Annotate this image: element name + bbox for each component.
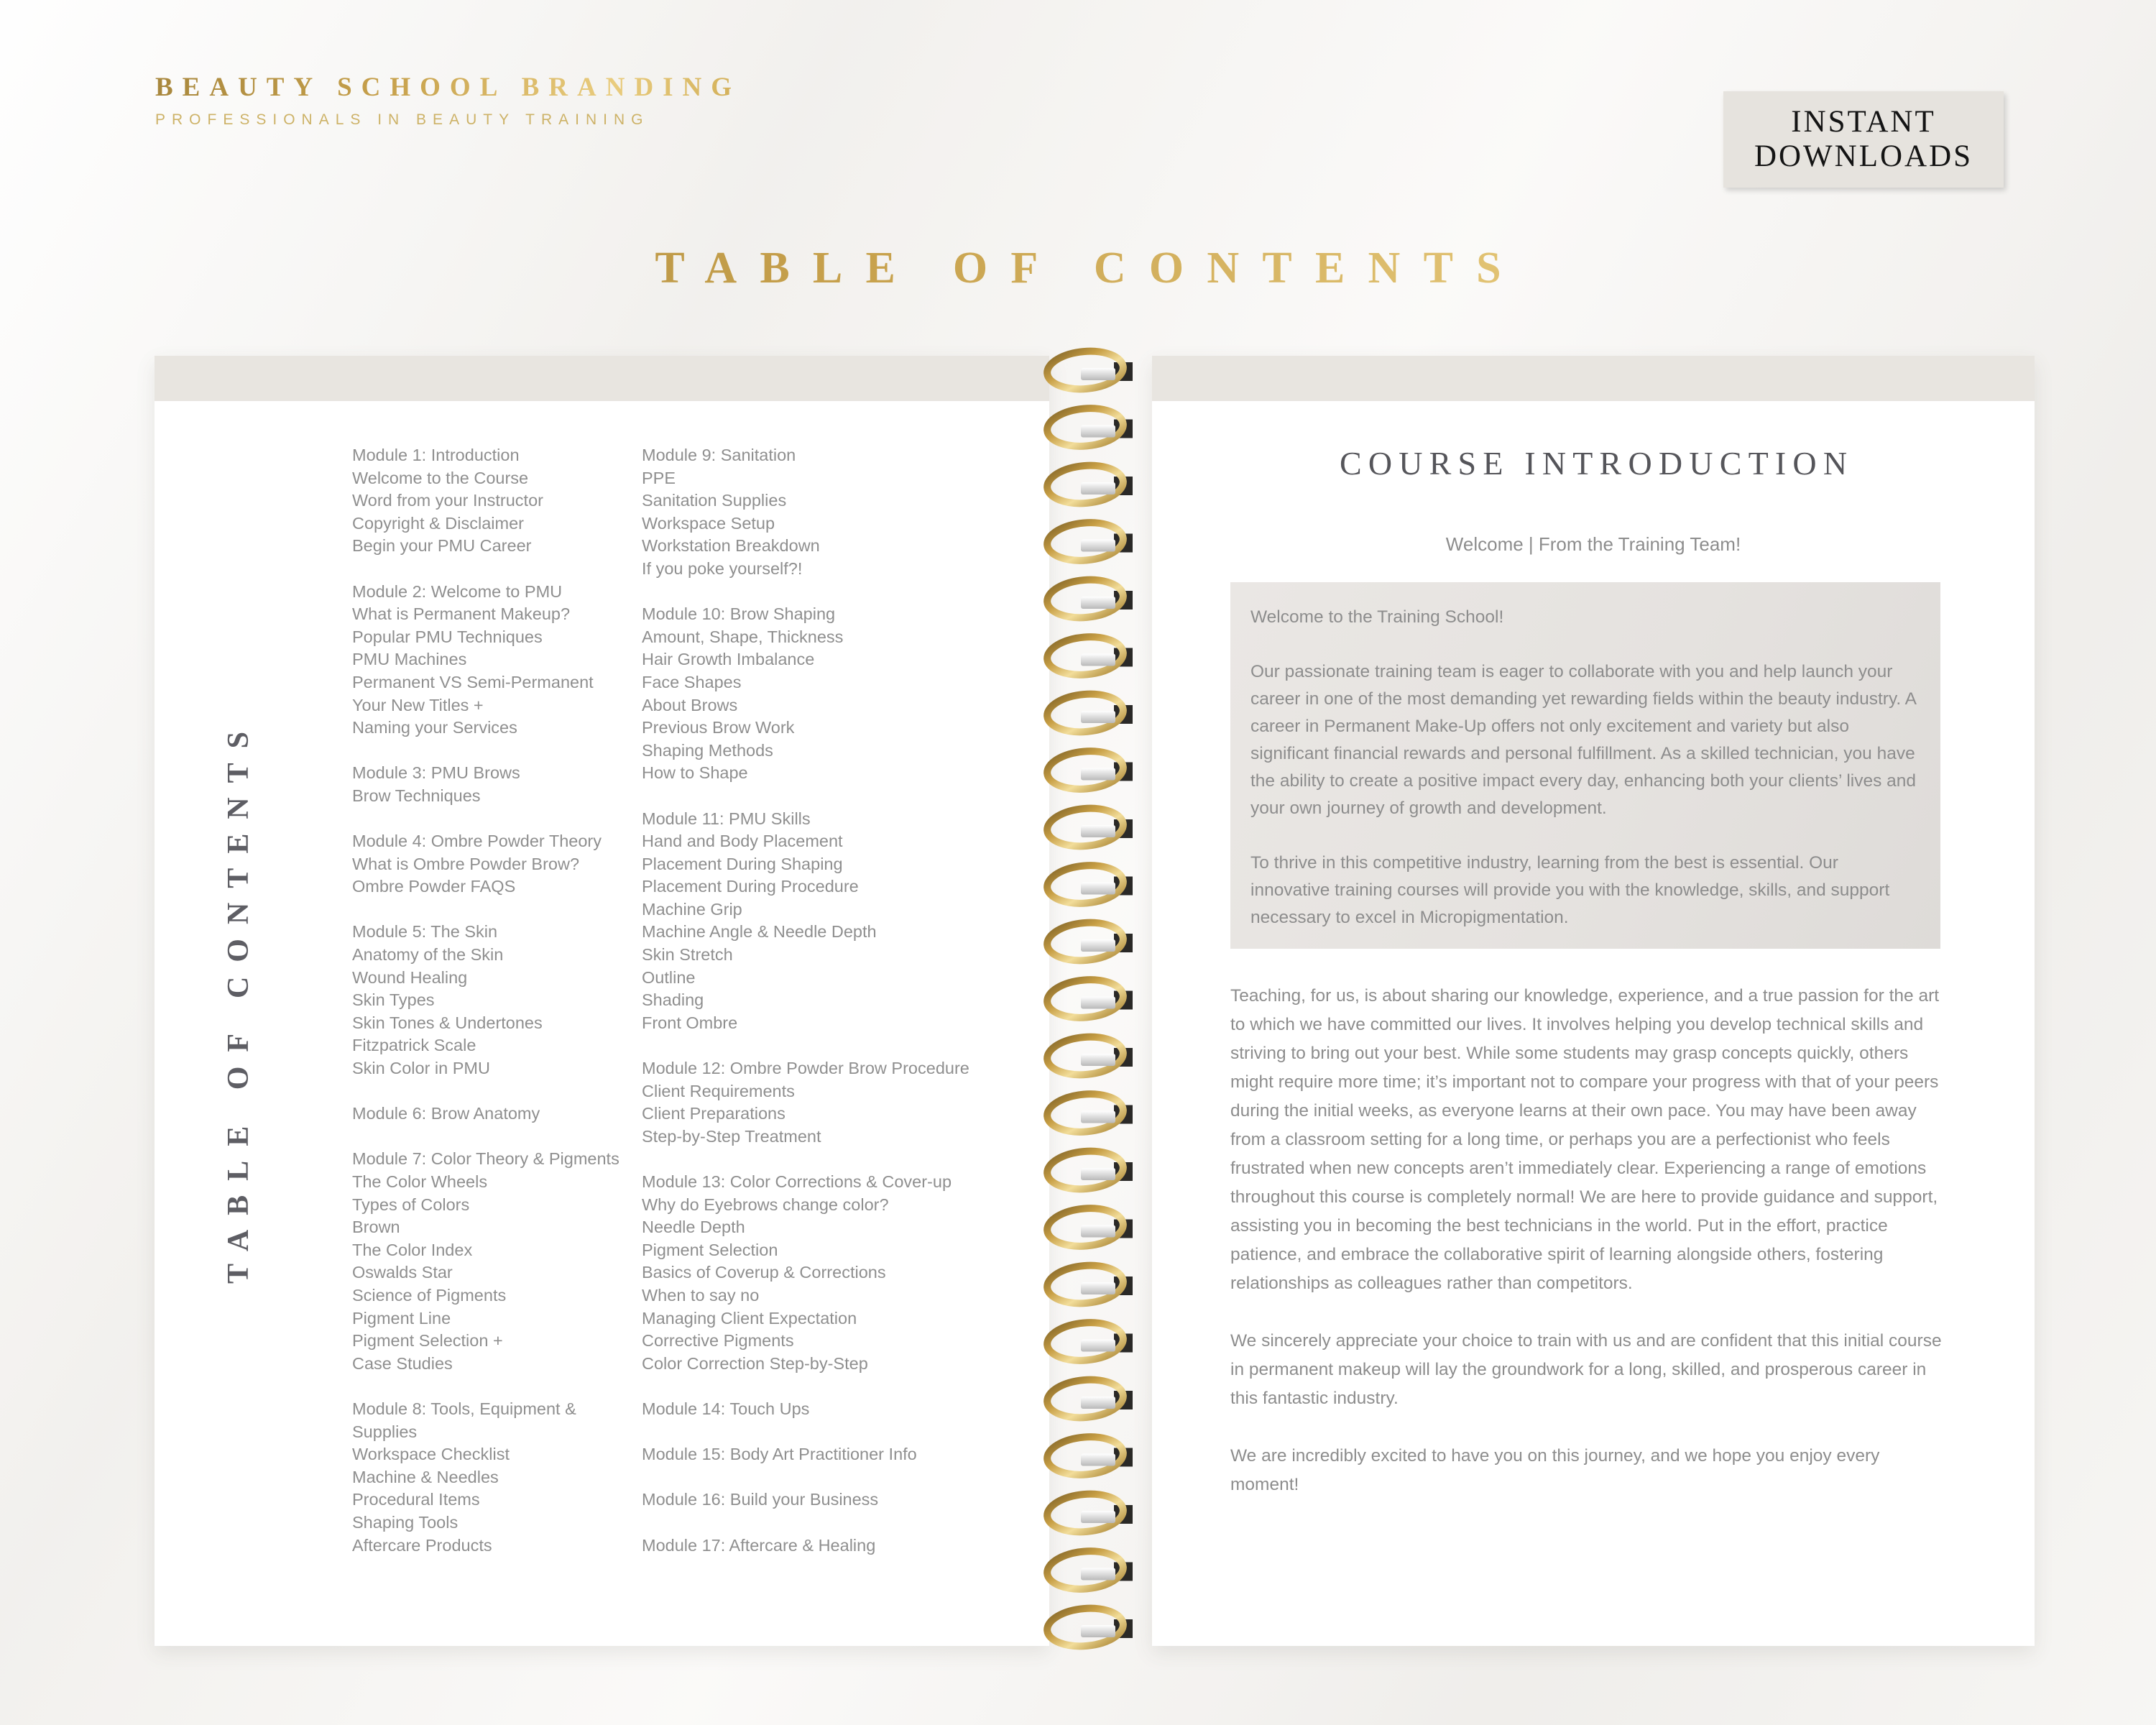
toc-item: Module 11: PMU Skills: [642, 809, 811, 828]
toc-item: If you poke yourself?!: [642, 558, 803, 578]
toc-item: Machine Grip: [642, 899, 742, 919]
binder-ring-icon: [1046, 1605, 1133, 1649]
brand-tagline: PROFESSIONALS IN BEAUTY TRAINING: [155, 111, 650, 128]
toc-item: Hair Growth Imbalance: [642, 650, 815, 669]
toc-item: Pigment Selection: [642, 1240, 778, 1259]
toc-item: Sanitation Supplies: [642, 491, 787, 510]
binder-ring-icon: [1046, 348, 1133, 392]
spiral-binding: [1041, 0, 1148, 1725]
toc-item: Module 12: Ombre Powder Brow Procedure: [642, 1059, 969, 1078]
toc-item: Why do Eyebrows change color?: [642, 1195, 889, 1214]
binder-ring-icon: [1046, 977, 1133, 1021]
toc-item: Amount, Shape, Thickness: [642, 627, 844, 646]
toc-item: Module 1: Introduction: [352, 446, 520, 464]
toc-item: Wound Healing: [352, 967, 468, 987]
toc-item: Hand and Body Placement: [642, 832, 843, 851]
left-page-header-bar: [155, 356, 1049, 401]
binder-ring-icon: [1046, 805, 1133, 849]
binder-ring-icon: [1046, 1262, 1133, 1306]
toc-item: Workstation Breakdown: [642, 536, 820, 556]
toc-item: Front Ombre: [642, 1013, 738, 1032]
toc-item: Procedural Items: [352, 1490, 480, 1509]
toc-item: Basics of Coverup & Corrections: [642, 1263, 886, 1282]
toc-module-group: [352, 1103, 643, 1126]
toc-item: Welcome to the Course: [352, 468, 529, 487]
toc-item: Module 9: Sanitation: [642, 446, 796, 464]
toc-item: Module 3: PMU Brows: [352, 763, 520, 783]
brand-name: BEAUTY SCHOOL BRANDING: [155, 73, 742, 102]
binder-ring-icon: [1046, 1091, 1133, 1135]
toc-module-group: [642, 808, 1001, 1035]
toc-item: Placement During Procedure: [642, 877, 859, 896]
toc-item: The Color Index: [352, 1240, 473, 1259]
toc-item: Shading: [642, 990, 704, 1010]
badge-line-1: INSTANT: [1791, 104, 1936, 139]
toc-module-group: [352, 1398, 643, 1557]
toc-column-1: [352, 444, 643, 1580]
toc-item: Popular PMU Techniques: [352, 627, 543, 646]
toc-item: Module 15: Body Art Practitioner Info: [642, 1445, 917, 1464]
toc-item: How to Shape: [642, 763, 748, 783]
toc-item: Machine Angle & Needle Depth: [642, 922, 877, 942]
toc-item: Skin Tones & Undertones: [352, 1013, 543, 1032]
toc-module-group: [352, 581, 643, 740]
toc-item: Brown: [352, 1218, 400, 1237]
binder-ring-icon: [1046, 576, 1133, 620]
toc-module-group: [352, 921, 643, 1080]
toc-item: Client Preparations: [642, 1104, 786, 1123]
intro-box-paragraph: Our passionate training team is eager to collaborate with you and help launch your career in one of the most demanding yet rewarding fields within the beauty industry. A career in Permanent Make-Up offers not only excitement and variety but also significant financial rewards and personal fulfillment. As a skilled technician, you have the ability to create a positive impact every day, enhancing both your clients’ lives and your own journey of growth and development.: [1250, 662, 1917, 818]
toc-module-group: [352, 830, 643, 898]
binder-ring-icon: [1046, 634, 1133, 678]
toc-item: Module 7: Color Theory & Pigments: [352, 1149, 619, 1169]
toc-item: Previous Brow Work: [642, 718, 795, 737]
toc-item: Workspace Checklist: [352, 1445, 510, 1464]
binder-ring-icon: [1046, 1320, 1133, 1363]
binder-ring-icon: [1046, 862, 1133, 906]
binder-ring-icon: [1046, 1034, 1133, 1077]
intro-body-paragraphs: [1230, 982, 1953, 1528]
toc-item: Color Correction Step-by-Step: [642, 1353, 868, 1373]
toc-item: The Color Wheels: [352, 1172, 488, 1191]
toc-item: Placement During Shaping: [642, 854, 843, 873]
toc-item: Skin Color in PMU: [352, 1059, 490, 1078]
intro-highlight-box: [1230, 582, 1940, 949]
brand-logo: [155, 72, 741, 129]
toc-item: Module 16: Build your Business: [642, 1490, 879, 1509]
toc-module-group: [642, 1171, 1001, 1375]
binder-ring-icon: [1046, 748, 1133, 792]
toc-item: Naming your Services: [352, 718, 517, 737]
binder-ring-icon: [1046, 1376, 1133, 1420]
toc-item: Supplies: [352, 1422, 418, 1441]
toc-item: Corrective Pigments: [642, 1331, 794, 1351]
binder-ring-icon: [1046, 691, 1133, 735]
binder-ring-icon: [1046, 1205, 1133, 1249]
toc-item: What is Ombre Powder Brow?: [352, 854, 580, 873]
page-title: TABLE OF CONTENTS: [0, 243, 2156, 294]
toc-module-group: [642, 1489, 1001, 1512]
binder-ring-icon: [1046, 520, 1133, 564]
course-introduction-heading: COURSE INTRODUCTION: [1339, 445, 1854, 482]
toc-item: Step-by-Step Treatment: [642, 1126, 821, 1146]
toc-item: Workspace Setup: [642, 513, 775, 533]
toc-item: Word from your Instructor: [352, 491, 543, 510]
toc-item: Module 17: Aftercare & Healing: [642, 1535, 876, 1555]
toc-item: About Brows: [642, 695, 738, 714]
toc-item: Case Studies: [352, 1353, 453, 1373]
toc-module-group: [642, 1443, 1001, 1466]
toc-item: Shaping Methods: [642, 740, 773, 760]
badge-line-2: DOWNLOADS: [1754, 139, 1973, 173]
toc-item: Anatomy of the Skin: [352, 945, 504, 965]
toc-column-2: [642, 444, 1001, 1580]
toc-module-group: [352, 444, 643, 558]
toc-item: Outline: [642, 967, 696, 987]
toc-module-group: [642, 1057, 1001, 1148]
toc-item: What is Permanent Makeup?: [352, 604, 571, 624]
binder-ring-icon: [1046, 405, 1133, 449]
toc-item: PMU Machines: [352, 650, 467, 669]
toc-item: Client Requirements: [642, 1081, 795, 1100]
toc-module-group: [642, 1398, 1001, 1421]
toc-module-group: [642, 1535, 1001, 1558]
toc-item: Skin Stretch: [642, 945, 733, 965]
toc-item: Machine & Needles: [352, 1467, 499, 1486]
intro-box-paragraph: To thrive in this competitive industry, learning from the best is essential. Our innovative training courses will provide you with the knowledge, skills, and support necessary to excel in Micropigmentation.: [1250, 853, 1890, 927]
right-page-header-bar: [1152, 356, 2035, 401]
toc-item: Module 8: Tools, Equipment &: [352, 1399, 576, 1418]
binder-ring-icon: [1046, 1434, 1133, 1478]
toc-item: Module 6: Brow Anatomy: [352, 1104, 540, 1123]
toc-item: Your New Titles +: [352, 695, 484, 714]
toc-item: Needle Depth: [642, 1218, 745, 1237]
course-introduction-subheading: Welcome | From the Training Team!: [1445, 533, 1741, 555]
toc-item: Managing Client Expectation: [642, 1308, 857, 1328]
toc-item: Module 5: The Skin: [352, 922, 498, 942]
instant-downloads-badge: [1723, 91, 2004, 188]
toc-item: Skin Types: [352, 990, 435, 1010]
toc-item: Copyright & Disclaimer: [352, 513, 524, 533]
toc-module-group: [352, 1148, 643, 1375]
toc-item: Module 2: Welcome to PMU: [352, 581, 563, 601]
toc-item: PPE: [642, 468, 676, 487]
toc-module-group: [642, 603, 1001, 785]
toc-item: Brow Techniques: [352, 786, 481, 805]
toc-item: Module 13: Color Corrections & Cover-up: [642, 1172, 952, 1191]
side-label-table-of-contents: TABLE OF CONTENTS: [222, 717, 255, 1284]
toc-item: Aftercare Products: [352, 1535, 492, 1555]
toc-module-group: [352, 762, 643, 807]
toc-item: Ombre Powder FAQS: [352, 877, 516, 896]
intro-paragraph: We are incredibly excited to have you on this journey, and we hope you enjoy every moment!: [1230, 1446, 1880, 1494]
intro-paragraph: We sincerely appreciate your choice to train with us and are confident that this initial course in permanent makeup will lay the groundwork for a long, skilled, and prosperous career in this fantastic industry.: [1230, 1331, 1942, 1408]
toc-item: Fitzpatrick Scale: [352, 1036, 476, 1055]
toc-item: Pigment Selection +: [352, 1331, 503, 1351]
toc-item: Types of Colors: [352, 1195, 470, 1214]
toc-item: Shaping Tools: [352, 1512, 459, 1532]
intro-paragraph: Teaching, for us, is about sharing our knowledge, experience, and a true passion for the art to which we have committed our lives. It involves helping you develop technical skills and striving to bring out your best. While some students may grasp concepts quickly, others might require more time; it’s important not to compare your progress with that of your peers during the initial weeks, as everyone learns at their own pace. You may have been away from a classroom setting for a long time, or perhaps you are a perfectionist who feels frustrated when new concepts aren’t immediately clear. Experiencing a range of emotions throughout this course is completely normal! We are here to provide guidance and support, assisting you in becoming the best technicians in the world. Put in the effort, practice patience, and embrace the collaborative spirit of learning alongside others, fostering relationships as colleagues rather than competitors.: [1230, 986, 1940, 1293]
toc-item: Science of Pigments: [352, 1285, 507, 1305]
toc-item: Oswalds Star: [352, 1263, 453, 1282]
binder-ring-icon: [1046, 1491, 1133, 1535]
binder-ring-icon: [1046, 1548, 1133, 1592]
toc-item: Module 4: Ombre Powder Theory: [352, 832, 602, 851]
toc-module-group: [642, 444, 1001, 581]
toc-item: Pigment Line: [352, 1308, 451, 1328]
toc-item: When to say no: [642, 1285, 760, 1305]
toc-item: Face Shapes: [642, 672, 742, 691]
toc-item: Begin your PMU Career: [352, 536, 532, 556]
toc-item: Module 10: Brow Shaping: [642, 604, 836, 624]
binder-ring-icon: [1046, 462, 1133, 506]
toc-item: Module 14: Touch Ups: [642, 1399, 810, 1418]
toc-item: Permanent VS Semi-Permanent: [352, 672, 594, 691]
binder-ring-icon: [1046, 919, 1133, 963]
binder-ring-icon: [1046, 1148, 1133, 1192]
intro-box-paragraph: Welcome to the Training School!: [1250, 607, 1504, 627]
